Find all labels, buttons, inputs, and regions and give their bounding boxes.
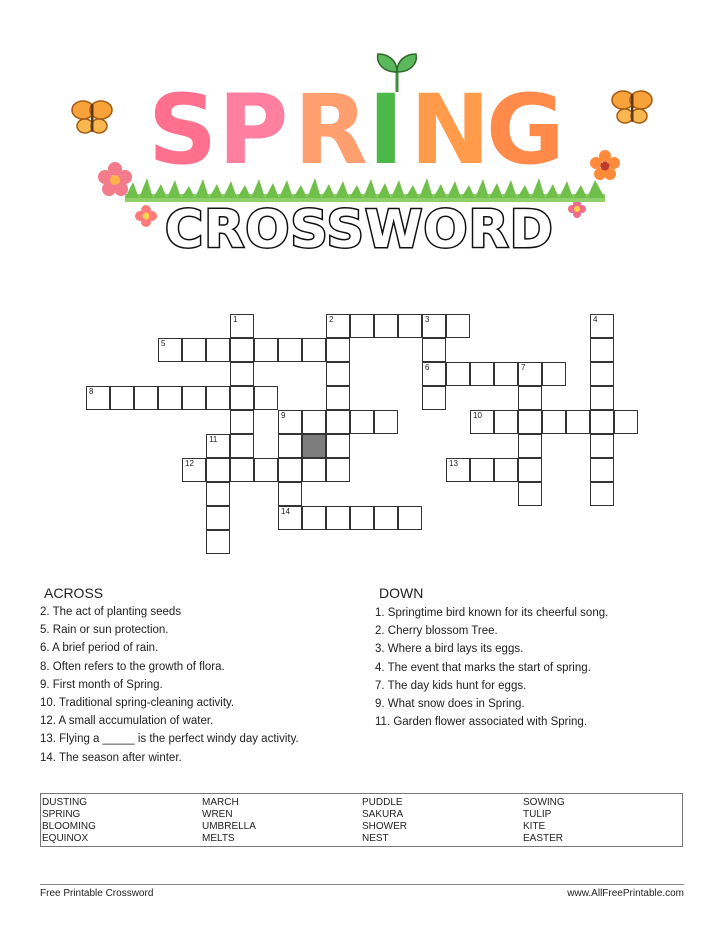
grid-cell[interactable] <box>326 314 350 338</box>
clue-item: 2. The act of planting seeds <box>40 606 182 618</box>
grid-cell[interactable] <box>422 362 446 386</box>
flower-icon <box>568 200 586 218</box>
grid-cell[interactable] <box>398 314 422 338</box>
footer-divider <box>40 884 684 885</box>
grid-cell[interactable] <box>566 410 590 434</box>
grid-cell[interactable] <box>590 482 614 506</box>
word-bank-column <box>362 797 407 845</box>
clue-number: 2 <box>329 315 334 324</box>
grid-cell[interactable] <box>230 458 254 482</box>
grid-cell[interactable] <box>446 362 470 386</box>
clue-item: 9. First month of Spring. <box>40 678 163 691</box>
grid-cell[interactable] <box>446 458 470 482</box>
grid-cell[interactable] <box>302 338 326 362</box>
grid-cell[interactable] <box>590 338 614 362</box>
title-letter: G <box>486 74 565 186</box>
grid-cell[interactable] <box>590 434 614 458</box>
clue-item: 7. The day kids hunt for eggs. <box>375 679 527 692</box>
grid-cell[interactable] <box>182 386 206 410</box>
grid-cell[interactable] <box>326 362 350 386</box>
clue-item: 2. Cherry blossom Tree. <box>375 625 498 638</box>
grid-cell[interactable] <box>158 386 182 410</box>
grid-cell[interactable] <box>326 410 350 434</box>
grid-cell[interactable] <box>326 458 350 482</box>
word-bank-item: BLOOMING <box>42 821 96 832</box>
grid-cell[interactable] <box>206 338 230 362</box>
clue-number: 9 <box>281 411 286 420</box>
clue-number: 8 <box>89 387 94 396</box>
clue-item: 6. A brief period of rain. <box>40 642 159 655</box>
grid-cell[interactable] <box>350 506 374 530</box>
word-bank-item: NEST <box>362 833 389 844</box>
grid-cell[interactable] <box>278 410 302 434</box>
title-letter: I <box>368 74 404 186</box>
title-letter: P <box>218 74 289 186</box>
word-bank-item: KITE <box>523 821 546 832</box>
shaded-cell <box>302 434 326 458</box>
grid-cell[interactable] <box>230 410 254 434</box>
grid-cell[interactable] <box>590 362 614 386</box>
grid-cell[interactable] <box>158 338 182 362</box>
clue-number: 1 <box>233 315 238 324</box>
grid-cell[interactable] <box>518 434 542 458</box>
grid-cell[interactable] <box>518 482 542 506</box>
clue-number: 10 <box>473 411 482 420</box>
grid-cell[interactable] <box>302 458 326 482</box>
grid-cell[interactable] <box>206 530 230 554</box>
grid-cell[interactable] <box>614 410 638 434</box>
grid-cell[interactable] <box>398 506 422 530</box>
butterfly-icon <box>70 98 114 138</box>
word-bank-item: SAKURA <box>362 809 404 820</box>
title-letter: R <box>294 74 368 186</box>
word-bank-item: EASTER <box>523 833 564 844</box>
clue-item: 3. Where a bird lays its eggs. <box>375 643 524 656</box>
across-clue-list <box>40 603 299 767</box>
grid-cell[interactable] <box>278 458 302 482</box>
flower-icon <box>135 205 157 227</box>
title-letter: S <box>148 74 218 186</box>
grid-cell[interactable] <box>590 314 614 338</box>
grid-cell[interactable] <box>590 458 614 482</box>
grid-cell[interactable] <box>206 386 230 410</box>
grid-cell[interactable] <box>350 410 374 434</box>
grid-cell[interactable] <box>230 338 254 362</box>
grid-cell[interactable] <box>326 434 350 458</box>
clue-item: 10. Traditional spring-cleaning activity. <box>40 696 235 709</box>
clue-item: 14. The season after winter. <box>40 751 182 764</box>
clue-number: 5 <box>161 339 166 348</box>
clue-number: 11 <box>209 435 218 444</box>
grid-cell[interactable] <box>110 386 134 410</box>
grid-cell[interactable] <box>206 506 230 530</box>
clue-number: 12 <box>185 459 194 468</box>
grid-cell[interactable] <box>230 386 254 410</box>
word-bank-item: WREN <box>202 809 233 820</box>
grid-cell[interactable] <box>326 338 350 362</box>
grid-cell[interactable] <box>254 458 278 482</box>
word-bank-column <box>523 797 565 845</box>
clue-item: 13. Flying a _____ is the perfect windy day activity. <box>40 733 299 746</box>
word-bank-item: SOWING <box>523 797 565 808</box>
grid-cell[interactable] <box>278 338 302 362</box>
grid-cell[interactable] <box>302 506 326 530</box>
clue-item: 1. Springtime bird known for its cheerful song. <box>375 607 609 619</box>
grid-cell[interactable] <box>182 338 206 362</box>
across-heading: ACROSS <box>44 585 104 601</box>
word-bank-item: EQUINOX <box>42 833 89 844</box>
clue-item: 9. What snow does in Spring. <box>375 697 525 710</box>
word-bank-item: DUSTING <box>42 797 87 808</box>
grid-cell[interactable] <box>278 506 302 530</box>
grid-cell[interactable] <box>182 458 206 482</box>
grid-cell[interactable] <box>86 386 110 410</box>
grid-cell[interactable] <box>326 386 350 410</box>
clue-number: 3 <box>425 315 430 324</box>
word-bank-item: SPRING <box>42 809 81 820</box>
grid-cell[interactable] <box>302 410 326 434</box>
grid-cell[interactable] <box>206 458 230 482</box>
grid-cell[interactable] <box>494 362 518 386</box>
grid-cell[interactable] <box>134 386 158 410</box>
grid-cell[interactable] <box>254 386 278 410</box>
word-bank-item: PUDDLE <box>362 797 403 808</box>
grid-cell[interactable] <box>326 506 350 530</box>
grid-cell[interactable] <box>206 434 230 458</box>
grid-cell[interactable] <box>374 314 398 338</box>
grid-cell[interactable] <box>518 386 542 410</box>
clue-item: 5. Rain or sun protection. <box>40 624 169 637</box>
grid-cell[interactable] <box>542 362 566 386</box>
footer-website: www.AllFreePrintable.com <box>567 888 684 899</box>
clue-number: 14 <box>281 507 290 516</box>
grid-cell[interactable] <box>470 410 494 434</box>
grid-cell[interactable] <box>350 314 374 338</box>
grid-cell[interactable] <box>278 482 302 506</box>
clue-number: 6 <box>425 363 430 372</box>
grid-cell[interactable] <box>230 314 254 338</box>
grid-cell[interactable] <box>422 338 446 362</box>
footer-credit: Free Printable Crossword <box>40 888 154 899</box>
word-bank-item: SHOWER <box>362 821 407 832</box>
grid-cell[interactable] <box>542 410 566 434</box>
grid-cell[interactable] <box>422 386 446 410</box>
word-bank-item: MARCH <box>202 797 239 808</box>
grid-cell[interactable] <box>374 506 398 530</box>
grid-cell[interactable] <box>590 410 614 434</box>
grid-cell[interactable] <box>590 386 614 410</box>
clue-number: 13 <box>449 459 458 468</box>
grid-cell[interactable] <box>230 362 254 386</box>
clue-item: 12. A small accumulation of water. <box>40 715 214 728</box>
grid-cell[interactable] <box>230 434 254 458</box>
grid-cell[interactable] <box>206 482 230 506</box>
butterfly-icon <box>610 88 654 128</box>
word-bank-item: TULIP <box>523 809 552 820</box>
clue-number: 7 <box>521 363 526 372</box>
grid-cell[interactable] <box>494 410 518 434</box>
grid-cell[interactable] <box>518 410 542 434</box>
down-clue-list <box>375 604 608 731</box>
word-bank-item: MELTS <box>202 833 235 844</box>
grid-cell[interactable] <box>470 362 494 386</box>
down-heading: DOWN <box>379 585 424 601</box>
title-subtitle: CROSSWORD <box>165 200 554 260</box>
grid-cell[interactable] <box>422 314 446 338</box>
clue-item: 11. Garden flower associated with Spring. <box>375 716 588 729</box>
grid-cell[interactable] <box>374 410 398 434</box>
grid-cell[interactable] <box>470 458 494 482</box>
clue-item: 4. The event that marks the start of spring. <box>375 661 591 674</box>
word-bank-item: UMBRELLA <box>202 821 256 832</box>
word-bank-column <box>42 797 96 845</box>
grid-cell[interactable] <box>494 458 518 482</box>
grid-cell[interactable] <box>278 434 302 458</box>
title-letter: N <box>410 74 491 186</box>
clue-item: 8. Often refers to the growth of flora. <box>40 660 225 673</box>
word-bank-column <box>202 797 256 845</box>
clue-number: 4 <box>593 315 598 324</box>
grid-cell[interactable] <box>518 458 542 482</box>
grid-cell[interactable] <box>518 362 542 386</box>
word-bank <box>40 793 683 847</box>
grid-cell[interactable] <box>446 314 470 338</box>
grid-cell[interactable] <box>254 338 278 362</box>
